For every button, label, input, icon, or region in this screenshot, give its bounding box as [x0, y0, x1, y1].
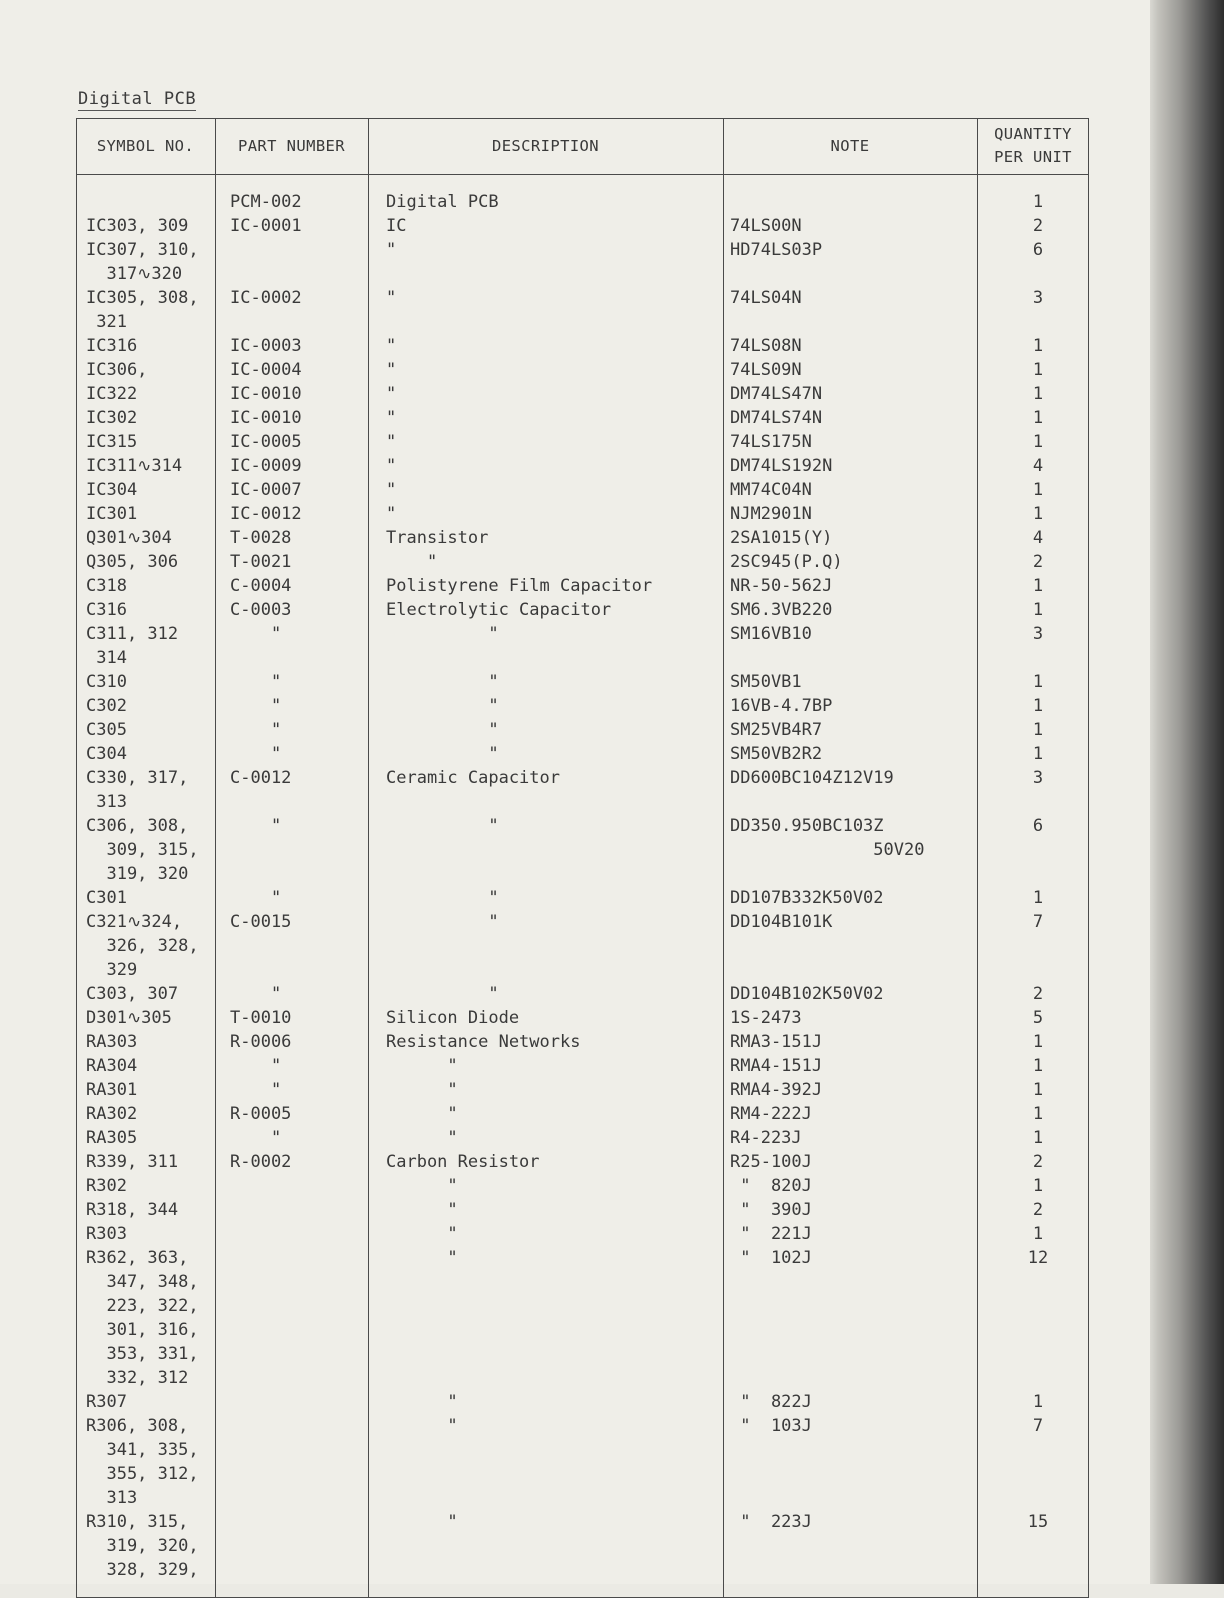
symbol-cell: 355, 312, — [86, 1464, 199, 1484]
note-cell: NJM2901N — [730, 504, 812, 524]
part-number-cell: " — [230, 720, 282, 740]
table-row — [0, 886, 1150, 910]
quantity-cell: 1 — [1032, 1392, 1044, 1412]
symbol-cell: 321 — [86, 312, 127, 332]
table-row — [0, 1462, 1150, 1486]
note-cell: SM16VB10 — [730, 624, 812, 644]
quantity-cell: 1 — [1032, 384, 1044, 404]
note-cell: 74LS00N — [730, 216, 802, 236]
quantity-cell: 15 — [1027, 1512, 1049, 1532]
part-number-cell: IC-0004 — [230, 360, 302, 380]
description-cell: " — [386, 1224, 458, 1244]
table-row — [0, 1078, 1150, 1102]
note-cell: 50V20 — [730, 840, 925, 860]
quantity-cell: 1 — [1032, 408, 1044, 428]
table-row — [0, 1030, 1150, 1054]
symbol-cell: C311, 312 — [86, 624, 179, 644]
table-row — [0, 1102, 1150, 1126]
quantity-cell: 7 — [1032, 1416, 1044, 1436]
table-row — [0, 454, 1150, 478]
description-cell: " — [386, 696, 499, 716]
symbol-cell: IC303, 309 — [86, 216, 189, 236]
note-cell: NR-50-562J — [730, 576, 833, 596]
note-cell: DM74LS192N — [730, 456, 833, 476]
symbol-cell: 319, 320 — [86, 864, 189, 884]
description-cell: " — [386, 1056, 458, 1076]
quantity-cell: 4 — [1032, 456, 1044, 476]
table-row — [0, 1294, 1150, 1318]
symbol-cell: D301∿305 — [86, 1008, 172, 1028]
part-number-cell: IC-0007 — [230, 480, 302, 500]
table-row — [0, 766, 1150, 790]
table-row — [0, 1054, 1150, 1078]
description-cell: " — [386, 1200, 458, 1220]
description-cell: " — [386, 1392, 458, 1412]
description-cell: " — [386, 504, 397, 524]
part-number-cell: IC-0002 — [230, 288, 302, 308]
description-cell: " — [386, 1512, 458, 1532]
table-row — [0, 1510, 1150, 1534]
quantity-cell: 1 — [1032, 576, 1044, 596]
note-cell: 74LS04N — [730, 288, 802, 308]
table-row — [0, 430, 1150, 454]
quantity-cell: 1 — [1032, 744, 1044, 764]
table-row — [0, 742, 1150, 766]
table-row — [0, 934, 1150, 958]
symbol-cell: C318 — [86, 576, 127, 596]
part-number-cell: " — [230, 624, 282, 644]
table-row — [0, 262, 1150, 286]
part-number-cell: IC-0001 — [230, 216, 302, 236]
note-cell: 2SC945(P.Q) — [730, 552, 843, 572]
quantity-cell: 2 — [1032, 984, 1044, 1004]
quantity-cell: 4 — [1032, 528, 1044, 548]
table-row — [0, 550, 1150, 574]
quantity-cell: 1 — [1032, 888, 1044, 908]
description-cell: " — [386, 984, 499, 1004]
description-cell: IC — [386, 216, 407, 236]
symbol-cell: IC306, — [86, 360, 148, 380]
part-number-cell: T-0010 — [230, 1008, 292, 1028]
header-quantity-per-unit — [977, 118, 1089, 174]
description-cell: Resistance Networks — [386, 1032, 581, 1052]
symbol-cell: C305 — [86, 720, 127, 740]
table-body — [0, 190, 1150, 1582]
table-row — [0, 1006, 1150, 1030]
header-description: DESCRIPTION — [491, 136, 600, 155]
symbol-cell: IC304 — [86, 480, 138, 500]
quantity-cell: 7 — [1032, 912, 1044, 932]
symbol-cell: R303 — [86, 1224, 127, 1244]
symbol-cell: C330, 317, — [86, 768, 189, 788]
symbol-cell: IC322 — [86, 384, 138, 404]
table-row — [0, 1174, 1150, 1198]
header-divider — [76, 174, 1089, 175]
note-cell: SM50VB1 — [730, 672, 802, 692]
description-cell: " — [386, 1248, 458, 1268]
description-cell: " — [386, 1176, 458, 1196]
part-number-cell: IC-0012 — [230, 504, 302, 524]
symbol-cell: C302 — [86, 696, 127, 716]
table-row — [0, 1198, 1150, 1222]
table-row — [0, 1126, 1150, 1150]
description-cell: " — [386, 1128, 458, 1148]
note-cell: R25-100J — [730, 1152, 812, 1172]
description-cell: Digital PCB — [386, 192, 499, 212]
symbol-cell: RA301 — [86, 1080, 138, 1100]
header-note: NOTE — [830, 136, 870, 155]
part-number-cell: " — [230, 816, 282, 836]
table-row — [0, 214, 1150, 238]
part-number-cell: R-0006 — [230, 1032, 292, 1052]
table-row — [0, 382, 1150, 406]
table-row — [0, 1558, 1150, 1582]
table-row — [0, 1486, 1150, 1510]
table-row — [0, 1366, 1150, 1390]
quantity-cell: 1 — [1032, 1032, 1044, 1052]
table-row — [0, 790, 1150, 814]
symbol-cell: 329 — [86, 960, 138, 980]
part-number-cell: " — [230, 672, 282, 692]
symbol-cell: IC307, 310, — [86, 240, 199, 260]
symbol-cell: 353, 331, — [86, 1344, 199, 1364]
quantity-cell: 1 — [1032, 1056, 1044, 1076]
description-cell: " — [386, 816, 499, 836]
symbol-cell: C306, 308, — [86, 816, 189, 836]
page-edge-shadow — [1150, 0, 1224, 1584]
table-row — [0, 334, 1150, 358]
description-cell: " — [386, 456, 397, 476]
quantity-cell: 1 — [1032, 192, 1044, 212]
symbol-cell: IC311∿314 — [86, 456, 183, 476]
part-number-cell: " — [230, 1080, 282, 1100]
table-row — [0, 982, 1150, 1006]
note-cell: SM50VB2R2 — [730, 744, 823, 764]
note-cell: RMA3-151J — [730, 1032, 823, 1052]
table-row — [0, 238, 1150, 262]
part-number-cell: T-0028 — [230, 528, 292, 548]
description-cell: " — [386, 1416, 458, 1436]
quantity-cell: 2 — [1032, 216, 1044, 236]
symbol-cell: RA304 — [86, 1056, 138, 1076]
symbol-cell: Q301∿304 — [86, 528, 172, 548]
part-number-cell: PCM-002 — [230, 192, 302, 212]
note-cell: 2SA1015(Y) — [730, 528, 833, 548]
quantity-cell: 1 — [1032, 360, 1044, 380]
description-cell: " — [386, 912, 499, 932]
description-cell: " — [386, 624, 499, 644]
note-cell: DD104B102K50V02 — [730, 984, 884, 1004]
symbol-cell: R306, 308, — [86, 1416, 189, 1436]
note-cell: 74LS09N — [730, 360, 802, 380]
table-row — [0, 958, 1150, 982]
note-cell: R4-223J — [730, 1128, 802, 1148]
header-quantity-line2: PER UNIT — [994, 148, 1072, 166]
symbol-cell: R302 — [86, 1176, 127, 1196]
note-cell: 74LS08N — [730, 336, 802, 356]
note-cell: DD350.950BC103Z — [730, 816, 884, 836]
quantity-cell: 2 — [1032, 1152, 1044, 1172]
part-number-cell: IC-0009 — [230, 456, 302, 476]
symbol-cell: C303, 307 — [86, 984, 179, 1004]
quantity-cell: 1 — [1032, 696, 1044, 716]
page-title: Digital PCB — [78, 89, 197, 109]
table-row — [0, 814, 1150, 838]
symbol-cell: 326, 328, — [86, 936, 199, 956]
table-row — [0, 526, 1150, 550]
table-row — [0, 406, 1150, 430]
description-cell: Polistyrene Film Capacitor — [386, 576, 653, 596]
symbol-cell: IC305, 308, — [86, 288, 199, 308]
table-row — [0, 1534, 1150, 1558]
table-row — [0, 1222, 1150, 1246]
symbol-cell: IC301 — [86, 504, 138, 524]
description-cell: " — [386, 552, 438, 572]
symbol-cell: R339, 311 — [86, 1152, 179, 1172]
quantity-cell: 1 — [1032, 1080, 1044, 1100]
note-cell: " 822J — [730, 1392, 812, 1412]
symbol-cell: R307 — [86, 1392, 127, 1412]
symbol-cell: 301, 316, — [86, 1320, 199, 1340]
part-number-cell: " — [230, 1056, 282, 1076]
symbol-cell: IC316 — [86, 336, 138, 356]
note-cell: SM25VB4R7 — [730, 720, 823, 740]
quantity-cell: 1 — [1032, 1224, 1044, 1244]
quantity-cell: 3 — [1032, 288, 1044, 308]
description-cell: Silicon Diode — [386, 1008, 520, 1028]
quantity-cell: 3 — [1032, 768, 1044, 788]
description-cell: " — [386, 360, 397, 380]
note-cell: " 390J — [730, 1200, 812, 1220]
note-cell: 16VB-4.7BP — [730, 696, 833, 716]
quantity-cell: 6 — [1032, 816, 1044, 836]
note-cell: DM74LS47N — [730, 384, 823, 404]
symbol-cell: R310, 315, — [86, 1512, 189, 1532]
symbol-cell: Q305, 306 — [86, 552, 179, 572]
quantity-cell: 2 — [1032, 552, 1044, 572]
table-row — [0, 862, 1150, 886]
description-cell: " — [386, 240, 397, 260]
note-cell: " 820J — [730, 1176, 812, 1196]
quantity-cell: 6 — [1032, 240, 1044, 260]
table-row — [0, 910, 1150, 934]
part-number-cell: R-0005 — [230, 1104, 292, 1124]
quantity-cell: 5 — [1032, 1008, 1044, 1028]
note-cell: " 223J — [730, 1512, 812, 1532]
symbol-cell: 223, 322, — [86, 1296, 199, 1316]
note-cell: RMA4-392J — [730, 1080, 823, 1100]
quantity-cell: 1 — [1032, 504, 1044, 524]
symbol-cell: C316 — [86, 600, 127, 620]
part-number-cell: C-0004 — [230, 576, 292, 596]
symbol-cell: 317∿320 — [86, 264, 183, 284]
note-cell: MM74C04N — [730, 480, 812, 500]
symbol-cell: 328, 329, — [86, 1560, 199, 1580]
note-cell: " 102J — [730, 1248, 812, 1268]
table-row — [0, 310, 1150, 334]
symbol-cell: RA303 — [86, 1032, 138, 1052]
symbol-cell: RA302 — [86, 1104, 138, 1124]
table-row — [0, 670, 1150, 694]
note-cell: 74LS175N — [730, 432, 812, 452]
part-number-cell: IC-0003 — [230, 336, 302, 356]
description-cell: " — [386, 720, 499, 740]
quantity-cell: 1 — [1032, 432, 1044, 452]
quantity-cell: 3 — [1032, 624, 1044, 644]
table-row — [0, 574, 1150, 598]
symbol-cell: 341, 335, — [86, 1440, 199, 1460]
note-cell: SM6.3VB220 — [730, 600, 833, 620]
table-row — [0, 358, 1150, 382]
symbol-cell: R318, 344 — [86, 1200, 179, 1220]
description-cell: " — [386, 480, 397, 500]
description-cell: " — [386, 432, 397, 452]
quantity-cell: 1 — [1032, 1104, 1044, 1124]
quantity-cell: 1 — [1032, 1176, 1044, 1196]
description-cell: " — [386, 1080, 458, 1100]
note-cell: DD104B101K — [730, 912, 833, 932]
part-number-cell: " — [230, 744, 282, 764]
table-row — [0, 502, 1150, 526]
header-quantity-line1: QUANTITY — [994, 125, 1072, 143]
table-row — [0, 1414, 1150, 1438]
quantity-cell: 1 — [1032, 672, 1044, 692]
quantity-cell: 12 — [1027, 1248, 1049, 1268]
symbol-cell: C301 — [86, 888, 127, 908]
symbol-cell: IC315 — [86, 432, 138, 452]
description-cell: Carbon Resistor — [386, 1152, 540, 1172]
table-row — [0, 1270, 1150, 1294]
header-part-number: PART NUMBER — [237, 136, 346, 155]
part-number-cell: C-0015 — [230, 912, 292, 932]
table-row — [0, 1150, 1150, 1174]
symbol-cell: R362, 363, — [86, 1248, 189, 1268]
symbol-cell: 314 — [86, 648, 127, 668]
table-row — [0, 694, 1150, 718]
table-row — [0, 286, 1150, 310]
part-number-cell: IC-0010 — [230, 384, 302, 404]
symbol-cell: 309, 315, — [86, 840, 199, 860]
table-row — [0, 838, 1150, 862]
description-cell: " — [386, 672, 499, 692]
description-cell: " — [386, 744, 499, 764]
table-row — [0, 598, 1150, 622]
description-cell: Electrolytic Capacitor — [386, 600, 612, 620]
symbol-cell: C310 — [86, 672, 127, 692]
symbol-cell: 313 — [86, 792, 127, 812]
part-number-cell: T-0021 — [230, 552, 292, 572]
quantity-cell: 1 — [1032, 480, 1044, 500]
table-row — [0, 1318, 1150, 1342]
symbol-cell: IC302 — [86, 408, 138, 428]
table-row — [0, 1390, 1150, 1414]
table-row — [0, 622, 1150, 646]
description-cell: Ceramic Capacitor — [386, 768, 560, 788]
table-row — [0, 718, 1150, 742]
part-number-cell: " — [230, 984, 282, 1004]
symbol-cell: C321∿324, — [86, 912, 183, 932]
table-row — [0, 190, 1150, 214]
description-cell: " — [386, 888, 499, 908]
description-cell: " — [386, 408, 397, 428]
description-cell: " — [386, 288, 397, 308]
note-cell: RMA4-151J — [730, 1056, 823, 1076]
part-number-cell: " — [230, 888, 282, 908]
part-number-cell: R-0002 — [230, 1152, 292, 1172]
table-row — [0, 646, 1150, 670]
symbol-cell: 332, 312 — [86, 1368, 189, 1388]
symbol-cell: C304 — [86, 744, 127, 764]
note-cell: DM74LS74N — [730, 408, 823, 428]
description-cell: " — [386, 336, 397, 356]
part-number-cell: IC-0005 — [230, 432, 302, 452]
quantity-cell: 1 — [1032, 600, 1044, 620]
symbol-cell: RA305 — [86, 1128, 138, 1148]
note-cell: " 221J — [730, 1224, 812, 1244]
description-cell: Transistor — [386, 528, 489, 548]
note-cell: RM4-222J — [730, 1104, 812, 1124]
table-row — [0, 478, 1150, 502]
quantity-cell: 1 — [1032, 720, 1044, 740]
table-row — [0, 1438, 1150, 1462]
part-number-cell: C-0012 — [230, 768, 292, 788]
description-cell: " — [386, 384, 397, 404]
note-cell: DD107B332K50V02 — [730, 888, 884, 908]
table-row — [0, 1246, 1150, 1270]
note-cell: " 103J — [730, 1416, 812, 1436]
description-cell: " — [386, 1104, 458, 1124]
note-cell: DD600BC104Z12V19 — [730, 768, 894, 788]
header-symbol-no: SYMBOL NO. — [96, 136, 195, 155]
part-number-cell: IC-0010 — [230, 408, 302, 428]
symbol-cell: 347, 348, — [86, 1272, 199, 1292]
part-number-cell: " — [230, 696, 282, 716]
part-number-cell: " — [230, 1128, 282, 1148]
quantity-cell: 1 — [1032, 336, 1044, 356]
table-row — [0, 1342, 1150, 1366]
quantity-cell: 2 — [1032, 1200, 1044, 1220]
quantity-cell: 1 — [1032, 1128, 1044, 1148]
note-cell: HD74LS03P — [730, 240, 823, 260]
note-cell: 1S-2473 — [730, 1008, 802, 1028]
symbol-cell: 319, 320, — [86, 1536, 199, 1556]
symbol-cell: 313 — [86, 1488, 138, 1508]
part-number-cell: C-0003 — [230, 600, 292, 620]
